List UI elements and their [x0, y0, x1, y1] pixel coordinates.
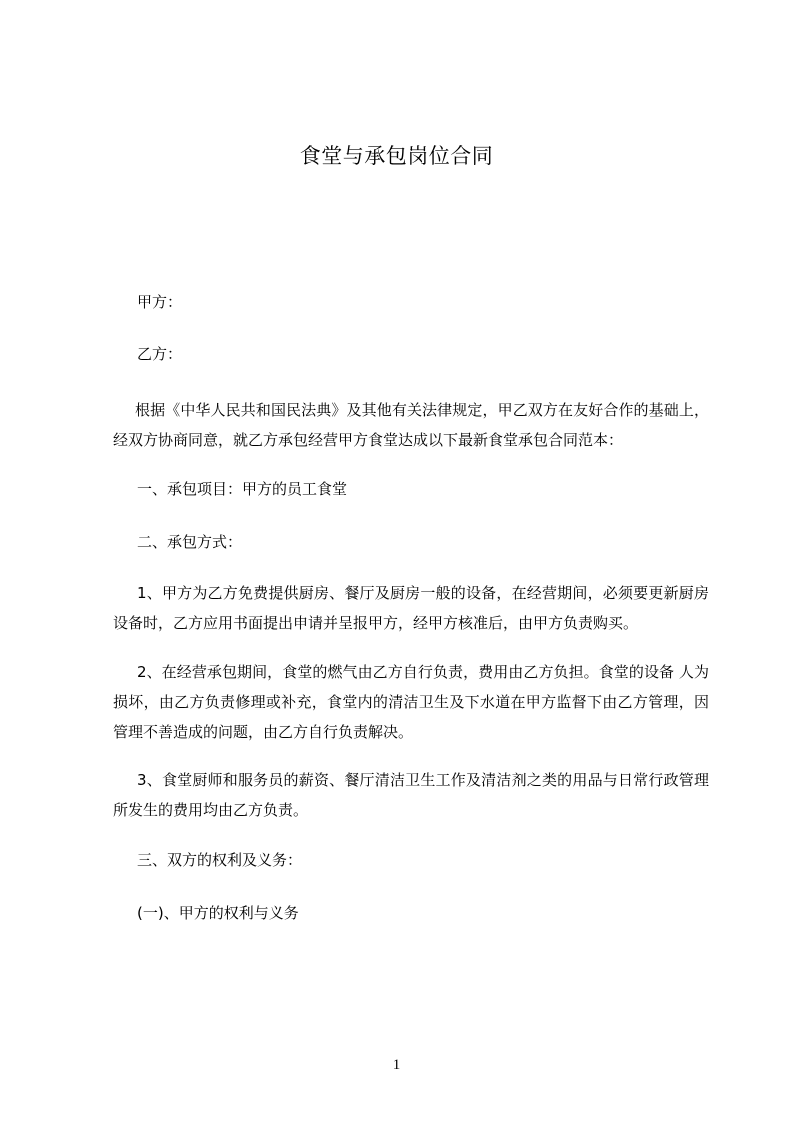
section-2-heading: 二、承包方式： — [137, 533, 243, 551]
clause-item-1: 1、甲方为乙方免费提供厨房、餐厅及厨房一般的设备，在经营期间，必须要更新厨房设备时，乙方应用书面提出申请并呈报甲方，经甲方核准后，由甲方负责购买。 — [113, 584, 709, 632]
party-a-label: 甲方： — [137, 293, 183, 311]
clause-item-3: 3、食堂厨师和服务员的薪资、餐厅清洁卫生工作及清洁剂之类的用品与日常行政管理所发生的费用均由乙方负责。 — [113, 771, 709, 819]
section-3-heading: 三、双方的权利及义务： — [137, 851, 303, 869]
preamble-paragraph: 根据《中华人民共和国民法典》及其他有关法律规定，甲乙双方在友好合作的基础上，经双方协商同意，就乙方承包经营甲方食堂达成以下最新食堂承包合同范本： — [113, 401, 709, 449]
page-number: 1 — [392, 1057, 401, 1073]
document-title: 食堂与承包岗位合同 — [299, 144, 494, 168]
section-1-heading: 一、承包项目：甲方的员工食堂 — [137, 480, 348, 498]
subsection-1-heading: (一)、甲方的权利与义务 — [137, 904, 299, 922]
clause-item-2: 2、在经营承包期间，食堂的燃气由乙方自行负责，费用由乙方负担。食堂的设备 人为损坏，由乙方负责修理或补充，食堂内的清洁卫生及下水道在甲方监督下由乙方管理，因管理不善造成的问题，由乙方自行负责解决。 — [113, 663, 709, 741]
party-b-label: 乙方： — [137, 345, 183, 363]
